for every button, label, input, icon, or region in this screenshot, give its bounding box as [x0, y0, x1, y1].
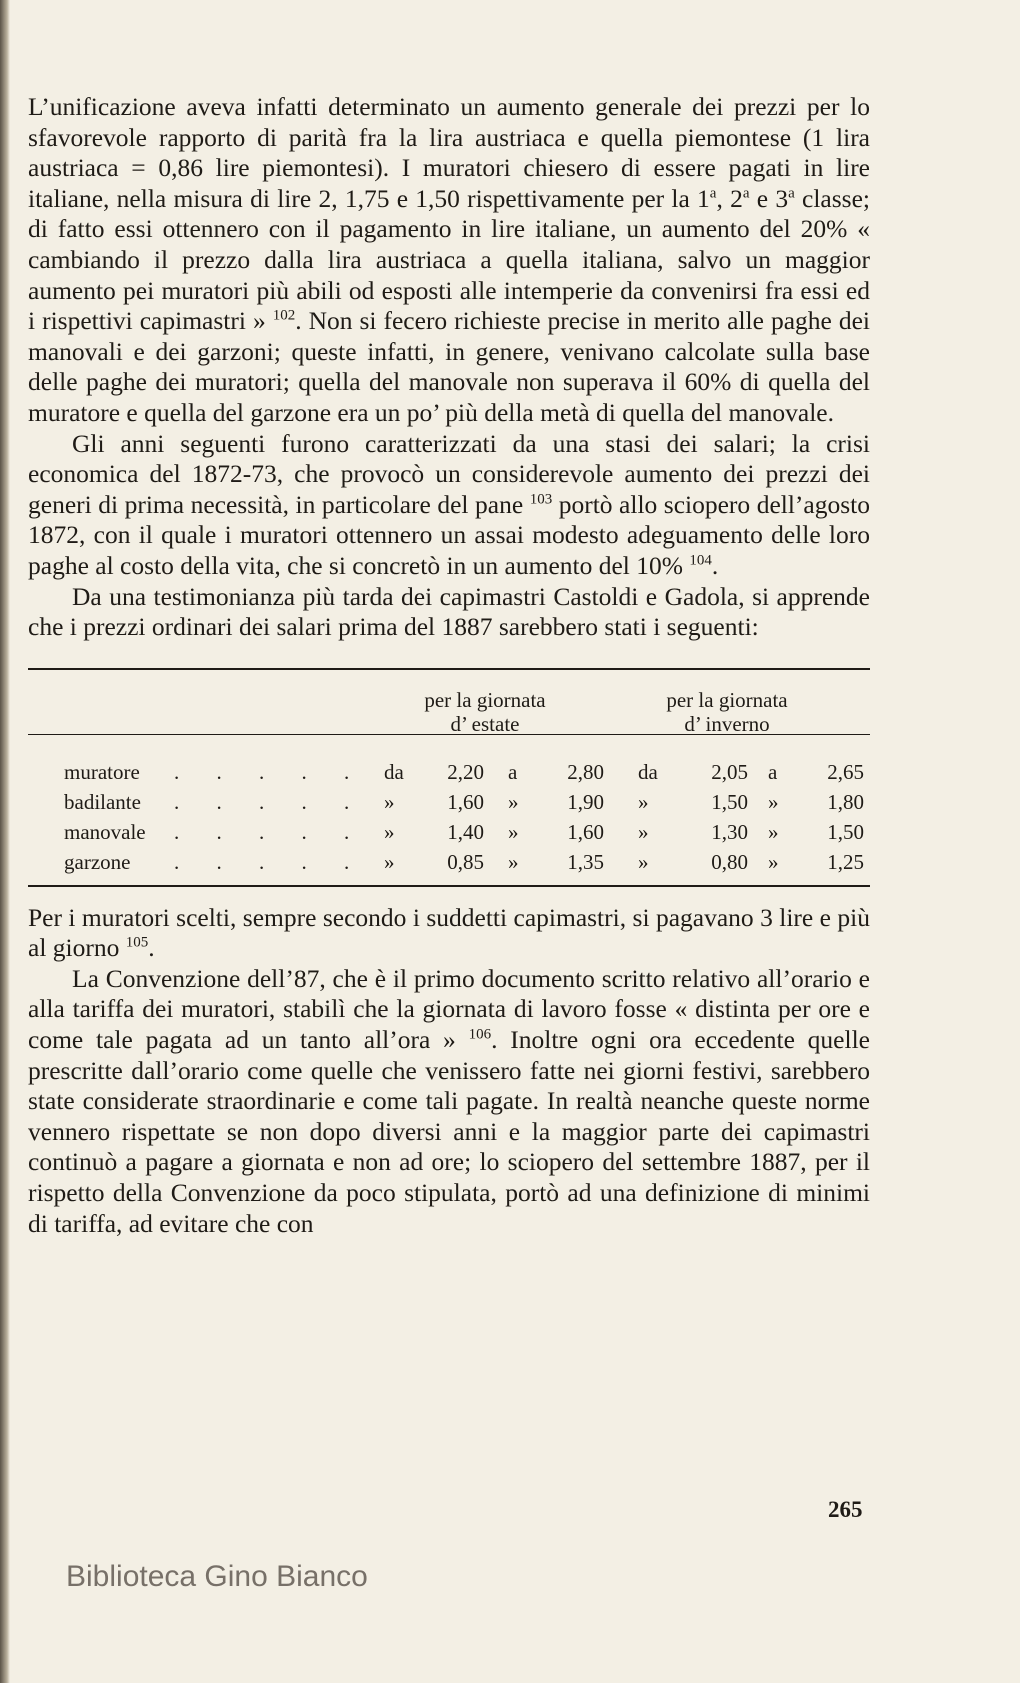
cell-winter-max: 1,25 [827, 849, 864, 874]
text-run: . Non si fecero richieste precise in merito alle paghe dei manovali e dei garzoni; queste infatti, in genere, venivano calcolate sulla base delle paghe dei muratori; quella del manovale non superava il 60% di quella del muratore e quella del garzone era un po’ più della metà di quella del manovale. [28, 306, 870, 427]
cell-summer-min: 1,40 [447, 819, 484, 844]
text-run: Per i muratori scelti, sempre secondo i suddetti capimastri, si pagavano 3 lire e più al giorno [28, 902, 870, 963]
text-run: L’unificazione aveva infatti determinato un aumento generale dei prezzi per lo sfavorevole rapporto di parità fra la lira austriaca e quella piemontese (1 lira austriaca = 0,86 lire piemontesi). I muratori chiesero di essere pagati in lire italiane, nella misura di lire 2, 1,75 e 1,50 rispettivamente per la [28, 92, 870, 213]
footnote-ref: 104 [689, 552, 712, 569]
text-run: Gli anni seguenti furono caratterizzati da una stasi dei salari; la crisi economica del 1872-73, che provocò un considerevole aumento dei prezzi dei generi di prima necessità, in particolare del pane [28, 428, 870, 519]
cell-summer-min: 0,85 [447, 849, 484, 874]
cell-summer-max: 1,35 [567, 849, 604, 874]
paragraph-1 [28, 92, 870, 429]
ordinal-number: 3 [775, 183, 789, 213]
cell-winter-min: 0,80 [711, 849, 748, 874]
page-body [28, 92, 870, 1239]
ordinal-number: 1 [697, 183, 710, 213]
table-row [28, 845, 870, 875]
cell-to-marker: » [508, 789, 519, 814]
cell-summer-min: 1,60 [447, 789, 484, 814]
wage-table [28, 668, 870, 887]
cell-from-marker: » [638, 819, 649, 844]
cell-to-marker: » [768, 819, 779, 844]
row-label: manovale [64, 819, 146, 844]
header-winter [622, 688, 832, 736]
cell-to-marker: » [768, 789, 779, 814]
cell-from-marker: » [384, 819, 395, 844]
table-row [28, 785, 870, 815]
text-run: . Inoltre ogni ora eccedente quelle prescritte dall’orario come quelle che venissero fatte nei giorni festivi, sarebbero state considerate straordinarie e come tali pagate. In realtà neanche queste norme vennero rispettate se non dopo diversi anni e la maggior parte dei capimastri continuò a pagare a giornata e non ad ore; lo sciopero del settembre 1887, per il rispetto della Convenzione da poco stipulata, portò ad una definizione di minimi di tariffa, ad evitare che con [28, 1025, 870, 1238]
table-bottom-rule [28, 885, 870, 887]
table-row [28, 815, 870, 845]
text-run: classe; di fatto essi ottennero con il pagamento in lire italiane, un aumento del 20% « cambiando il prezzo dalla lira austriaca a quella italiana, salvo un maggior aumento pei muratori più abili od esposti alle intemperie da convenirsi fra essi ed i rispettivi capimastri » [28, 183, 870, 336]
text-run: , [716, 183, 731, 213]
cell-winter-max: 1,80 [827, 789, 864, 814]
ordinal-superscript: a [788, 185, 795, 202]
header-winter-line1: per la giornata [666, 687, 788, 712]
text-run: e [749, 183, 776, 213]
paragraph-2 [28, 429, 870, 582]
text-run: . [711, 550, 719, 580]
cell-to-marker: a [508, 759, 518, 784]
cell-from-marker: da [384, 759, 404, 784]
text-run: La Convenzione dell’87, che è il primo documento scritto relativo all’orario e alla tariffa dei muratori, stabilì che la giornata di lavoro fosse « distinta per ore e come tale pagata ad un tanto all’ora » [28, 963, 870, 1055]
table-row [28, 755, 870, 785]
ordinal-superscript: a [742, 185, 750, 202]
cell-winter-max: 1,50 [827, 819, 864, 844]
leader-dots: . . . . . [174, 819, 366, 844]
cell-from-marker: » [638, 789, 649, 814]
library-watermark: Biblioteca Gino Bianco [66, 1560, 368, 1593]
cell-summer-min: 2,20 [447, 759, 484, 784]
ordinal-superscript: a [709, 185, 717, 202]
cell-winter-min: 2,05 [711, 759, 748, 784]
cell-from-marker: da [638, 759, 658, 784]
row-label: badilante [64, 789, 141, 814]
cell-to-marker: a [768, 759, 778, 784]
cell-from-marker: » [638, 849, 649, 874]
header-summer [370, 688, 600, 736]
cell-to-marker: » [508, 849, 519, 874]
header-summer-line1: per la giornata [424, 687, 546, 712]
cell-winter-max: 2,65 [827, 759, 864, 784]
footnote-ref: 103 [529, 491, 553, 508]
cell-from-marker: » [384, 789, 395, 814]
cell-to-marker: » [508, 819, 519, 844]
row-label: garzone [64, 849, 131, 874]
cell-to-marker: » [768, 849, 779, 874]
page-number: 265 [828, 1497, 863, 1522]
cell-summer-max: 2,80 [567, 759, 604, 784]
leader-dots: . . . . . [174, 849, 366, 874]
footnote-ref: 102 [272, 307, 296, 324]
paragraph-3: Da una testimonianza più tarda dei capimastri Castoldi e Gadola, si apprende che i prezzi ordinari dei salari prima del 1887 sarebbero stati i seguenti: [28, 581, 870, 642]
leader-dots: . . . . . [174, 759, 366, 784]
paragraph-4 [28, 903, 870, 964]
header-summer-line2: d’ estate [450, 711, 520, 736]
text-run: . [148, 933, 155, 963]
cell-winter-min: 1,50 [711, 789, 748, 814]
footnote-ref: 106 [468, 1026, 492, 1043]
cell-summer-max: 1,90 [567, 789, 604, 814]
page-binding-edge [0, 0, 10, 1683]
footnote-ref: 105 [125, 934, 149, 951]
cell-winter-min: 1,30 [711, 819, 748, 844]
row-label: muratore [64, 759, 140, 784]
table-body [28, 735, 870, 885]
cell-from-marker: » [384, 849, 395, 874]
paragraph-5 [28, 964, 870, 1239]
ordinal-number: 2 [730, 183, 743, 213]
table-header [28, 670, 870, 734]
text-run: portò allo sciopero dell’agosto 1872, con il quale i muratori ottennero un assai modesto adeguamento delle loro paghe al costo della vita, che si concretò in un aumento del 10% [28, 489, 870, 580]
header-winter-line2: d’ inverno [684, 711, 770, 736]
leader-dots: . . . . . [174, 789, 366, 814]
cell-summer-max: 1,60 [567, 819, 604, 844]
